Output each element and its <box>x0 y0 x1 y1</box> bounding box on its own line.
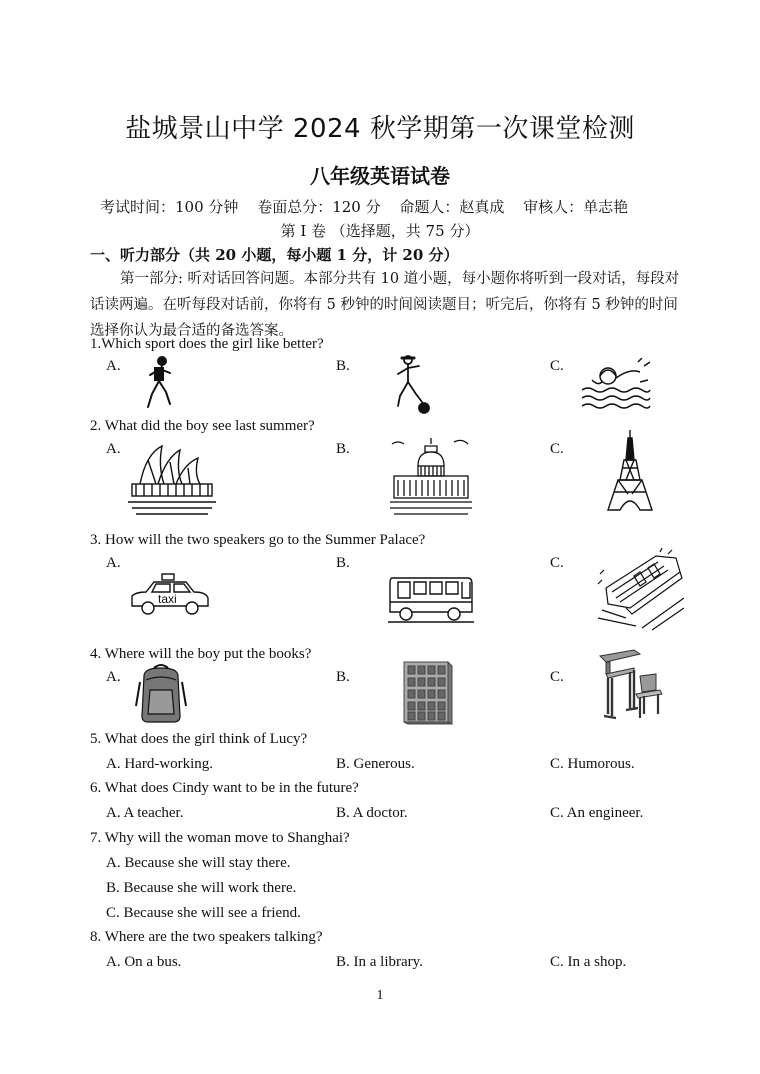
q7-option-a[interactable]: A. Because she will stay there. <box>106 855 291 871</box>
running-girl-picture <box>140 354 180 414</box>
q8-option-c[interactable]: C. In a shop. <box>550 954 627 970</box>
q4-option-b-label[interactable]: B. <box>336 669 350 685</box>
backpack-picture <box>134 662 188 724</box>
question-8-stem: 8. Where are the two speakers talking? <box>90 929 323 945</box>
author: 命题人：赵真成 <box>399 198 505 216</box>
q3-option-a-label[interactable]: A. <box>106 555 121 571</box>
instructions-text: 第一部分: 听对话回答问题。本部分共有 10 道小题，每小题你将听到一段对话，每段对话读两遍。在听每段对话前，你将有 5 秒钟的时间阅读题目；听完后，你将有 5 秒钟的时间选择你认为最合适的备选答案。 <box>90 271 680 339</box>
section-heading: 一、听力部分（共 20 小题，每小题 1 分，计 20 分） <box>90 246 459 264</box>
desk-and-chair-picture <box>596 648 668 722</box>
total-score: 卷面总分：120 分 <box>257 198 381 216</box>
question-2-stem: 2. What did the boy see last summer? <box>90 418 315 434</box>
exam-subtitle: 八年级英语试卷 <box>310 164 450 188</box>
capitol-building-picture <box>388 436 474 518</box>
question-5-stem: 5. What does the girl think of Lucy? <box>90 731 308 747</box>
q3-option-c-label[interactable]: C. <box>550 555 564 571</box>
instructions <box>90 266 680 344</box>
q3-option-b-label[interactable]: B. <box>336 555 350 571</box>
q6-option-b[interactable]: B. A doctor. <box>336 805 408 821</box>
exam-time: 考试时间：100 分钟 <box>100 198 239 216</box>
q1-option-c-label[interactable]: C. <box>550 358 564 374</box>
q5-option-c[interactable]: C. Humorous. <box>550 756 635 772</box>
bus-picture <box>388 574 474 624</box>
reviewer: 审核人：单志艳 <box>523 198 629 216</box>
q6-option-c[interactable]: C. An engineer. <box>550 805 644 821</box>
swimmer-picture <box>578 358 654 412</box>
q4-option-c-label[interactable]: C. <box>550 669 564 685</box>
taxi-picture <box>128 572 212 620</box>
q2-option-c-label[interactable]: C. <box>550 441 564 457</box>
bookshelf-picture <box>400 660 454 726</box>
eiffel-tower-picture <box>604 430 656 514</box>
soccer-player-picture <box>386 354 436 416</box>
q8-option-a[interactable]: A. On a bus. <box>106 954 182 970</box>
q6-option-a[interactable]: A. A teacher. <box>106 805 184 821</box>
q5-option-a[interactable]: A. Hard-working. <box>106 756 214 772</box>
q2-option-a-label[interactable]: A. <box>106 441 121 457</box>
q8-option-b[interactable]: B. In a library. <box>336 954 423 970</box>
q1-option-b-label[interactable]: B. <box>336 358 350 374</box>
taxi-sign: taxi <box>158 592 177 606</box>
q7-option-b[interactable]: B. Because she will work there. <box>106 880 297 896</box>
question-1-stem: 1.Which sport does the girl like better? <box>90 336 324 352</box>
question-4-stem: 4. Where will the boy put the books? <box>90 646 312 662</box>
question-3-stem: 3. How will the two speakers go to the Summer Palace? <box>90 532 426 548</box>
q1-option-a-label[interactable]: A. <box>106 358 121 374</box>
page-number: 1 <box>376 988 384 1003</box>
exam-title: 盐城景山中学 2024 秋学期第一次课堂检测 <box>125 114 635 144</box>
volume-label: 第 I 卷 （选择题，共 75 分） <box>280 222 480 240</box>
sydney-opera-house-picture <box>128 440 216 520</box>
question-7-stem: 7. Why will the woman move to Shanghai? <box>90 830 350 846</box>
exam-meta <box>100 196 628 217</box>
train-picture <box>596 548 684 632</box>
q5-option-b[interactable]: B. Generous. <box>336 756 415 772</box>
q2-option-b-label[interactable]: B. <box>336 441 350 457</box>
q4-option-a-label[interactable]: A. <box>106 669 121 685</box>
q7-option-c[interactable]: C. Because she will see a friend. <box>106 905 301 921</box>
question-6-stem: 6. What does Cindy want to be in the future? <box>90 780 359 796</box>
